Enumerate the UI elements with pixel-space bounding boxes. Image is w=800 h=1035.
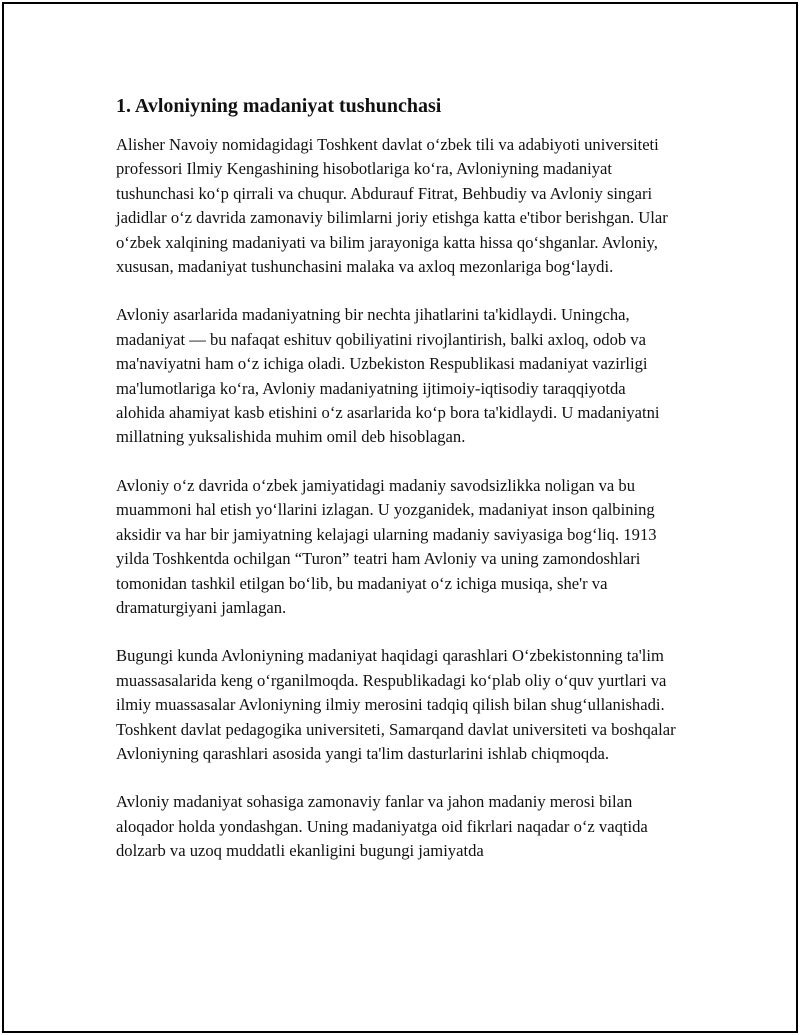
paragraph: Alisher Navoiy nomidagidagi Toshkent davlat oʻzbek tili va adabiyoti universiteti professori Ilmiy Kengashining hisobotlariga koʻra, Avloniyning madaniyat tushunchasi koʻp qirrali va chuqur. Abdurauf Fitrat, Behbudiy va Avloniy singari jadidlar oʻz davrida zamonaviy bilimlarni joriy etishga katta e'tibor berishgan. Ular oʻzbek xalqining madaniyati va bilim jarayoniga katta hissa qoʻshganlar. Avloniy, xususan, madaniyat tushunchasini malaka va axloq mezonlariga bogʻlaydi. bbox=[116, 135, 668, 277]
paragraph: Avloniy oʻz davrida oʻzbek jamiyatidagi madaniy savodsizlikka noligan va bu muammoni hal etish yoʻllarini izlagan. U yozganidek, madaniyat inson qalbining aksidir va har bir jamiyatning kelajagi ularning madaniy saviyasiga bogʻliq. 1913 yilda Toshkentda ochilgan “Turon” teatri ham Avloniy va uning zamondoshlari tomonidan tashkil etilgan boʻlib, bu madaniyat oʻz ichiga musiqa, she'r va dramaturgiyani jamlagan. bbox=[116, 475, 657, 617]
section-heading: 1. Avloniyning madaniyat tushunchasi bbox=[116, 95, 442, 117]
paragraph: Avloniy asarlarida madaniyatning bir nechta jihatlarini ta'kidlaydi. Uningcha, madaniyat — bu nafaqat eshituv qobiliyatini rivojlantirish, balki axloq, odob va ma'naviyatni ham oʻz ichiga oladi. Uzbekiston Respublikasi madaniyat vazirligi ma'lumotlariga koʻra, Avloniy madaniyatning ijtimoiy-iqtisodiy taraqqiyotda alohida ahamiyat kasb etishini oʻz asarlarida koʻp bora ta'kidlaydi. U madaniyatni millatning yuksalishida muhim omil deb hisoblagan. bbox=[116, 305, 660, 447]
paragraph: Bugungi kunda Avloniyning madaniyat haqidagi qarashlari Oʻzbekistonning ta'lim muassasalarida keng oʻrganilmoqda. Respublikadagi koʻplab oliy oʻquv yurtlari va ilmiy muassasalar Avloniyning ilmiy merosini tadqiq qilish bilan shugʻullanishadi. Toshkent davlat pedagogika universiteti, Samarqand davlat universiteti va boshqalar Avloniyning qarashlari asosida yangi ta'lim dasturlarini ishlab chiqmoqda. bbox=[116, 646, 676, 763]
paragraph: Avloniy madaniyat sohasiga zamonaviy fanlar va jahon madaniy merosi bilan aloqador holda yondashgan. Uning madaniyatga oid fikrlari naqadar oʻz vaqtida dolzarb va uzoq muddatli ekanligini bugungi jamiyatda bbox=[116, 792, 648, 861]
document-body bbox=[116, 93, 676, 888]
